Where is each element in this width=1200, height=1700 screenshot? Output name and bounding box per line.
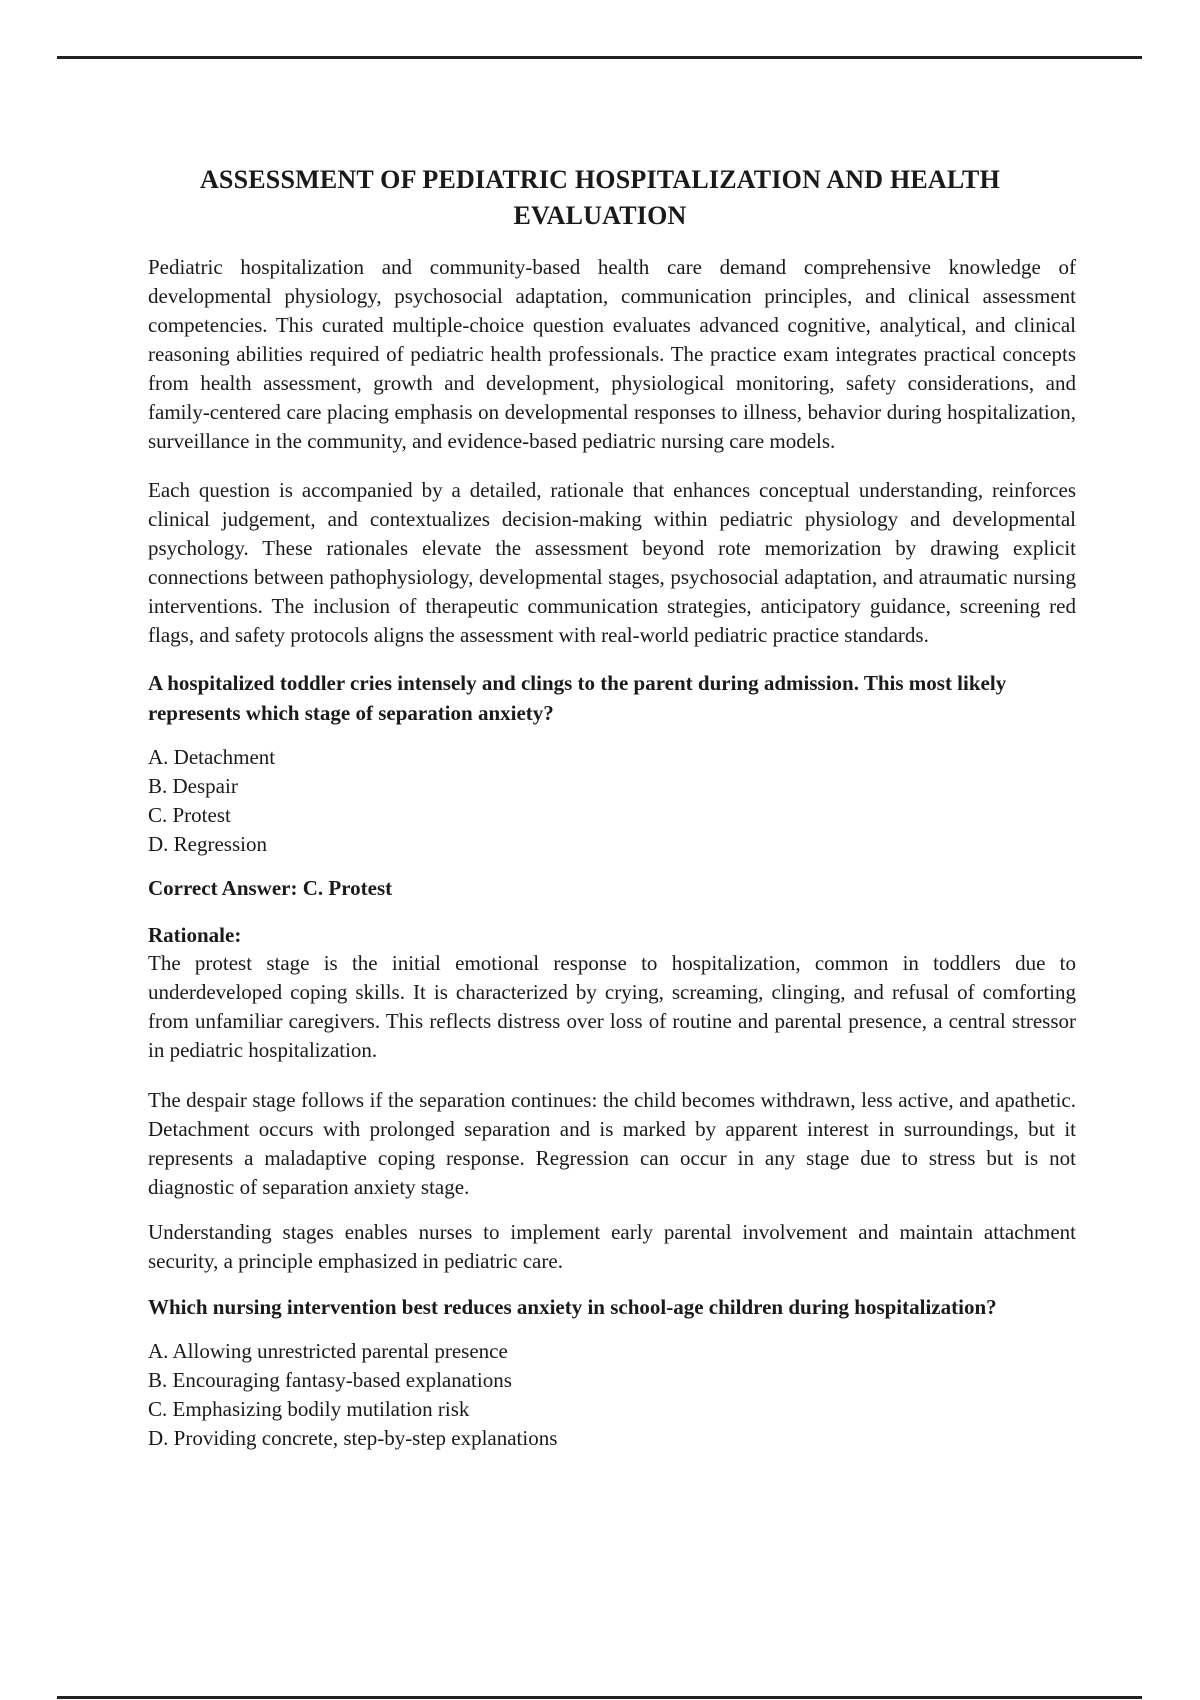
option-a: A. Detachment — [148, 745, 276, 769]
question-1-options — [148, 743, 1076, 859]
option-d: D. Providing concrete, step-by-step explanations — [148, 1426, 558, 1450]
rationale-paragraph: The despair stage follows if the separation continues: the child becomes withdrawn, less active, and apathetic. Detachment occurs with prolonged separation and is marked by apparent interest in surroundings, but it represents a maladaptive coping response. Regression can occur in any stage due to stress but is not diagnostic of separation anxiety stage. — [148, 1088, 1076, 1199]
document-title-line-2: EVALUATION — [513, 201, 687, 230]
correct-answer: Correct Answer: C. Protest — [148, 876, 393, 900]
intro-paragraph: Each question is accompanied by a detailed, rationale that enhances conceptual understanding, reinforces clinical judgement, and contextualizes decision-making within pediatric physiology and developmental psychology. These rationales elevate the assessment beyond rote memorization by drawing explicit connections between pathophysiology, developmental stages, psychosocial adaptation, and atraumatic nursing interventions. The inclusion of therapeutic communication strategies, anticipatory guidance, screening red flags, and safety protocols aligns the assessment with real-world pediatric practice standards. — [148, 478, 1076, 647]
option-d: D. Regression — [148, 832, 267, 856]
option-c: C. Emphasizing bodily mutilation risk — [148, 1397, 470, 1421]
rationale-label: Rationale: — [148, 923, 242, 947]
header-rule — [57, 56, 1142, 59]
question-1-text: A hospitalized toddler cries intensely and clings to the parent during admission. This most likely represents which stage of separation anxiety? — [148, 671, 1007, 725]
footer-rule — [57, 1696, 1142, 1699]
rationale-paragraph: The protest stage is the initial emotional response to hospitalization, common in toddlers due to underdeveloped coping skills. It is characterized by crying, screaming, clinging, and refusal of comforting from unfamiliar caregivers. This reflects distress over loss of routine and parental presence, a central stressor in pediatric hospitalization. — [148, 951, 1076, 1062]
intro-paragraph: Pediatric hospitalization and community-based health care demand comprehensive knowledge of developmental physiology, psychosocial adaptation, communication principles, and clinical assessment competencies. This curated multiple-choice question evaluates advanced cognitive, analytical, and clinical reasoning abilities required of pediatric health professionals. The practice exam integrates practical concepts from health assessment, growth and development, physiological monitoring, safety considerations, and family-centered care placing emphasis on developmental responses to illness, behavior during hospitalization, surveillance in the community, and evidence-based pediatric nursing care models. — [148, 255, 1076, 453]
option-b: B. Despair — [148, 774, 238, 798]
option-c: C. Protest — [148, 803, 231, 827]
question-2-text: Which nursing intervention best reduces anxiety in school-age children during hospitalization? — [148, 1295, 997, 1319]
rationale-paragraph: Understanding stages enables nurses to implement early parental involvement and maintain attachment security, a principle emphasized in pediatric care. — [148, 1220, 1076, 1273]
option-b: B. Encouraging fantasy-based explanations — [148, 1368, 512, 1392]
document-title-line-1: ASSESSMENT OF PEDIATRIC HOSPITALIZATION AND HEALTH — [199, 165, 1001, 194]
question-2-options — [148, 1337, 1076, 1453]
option-a: A. Allowing unrestricted parental presence — [148, 1339, 508, 1363]
